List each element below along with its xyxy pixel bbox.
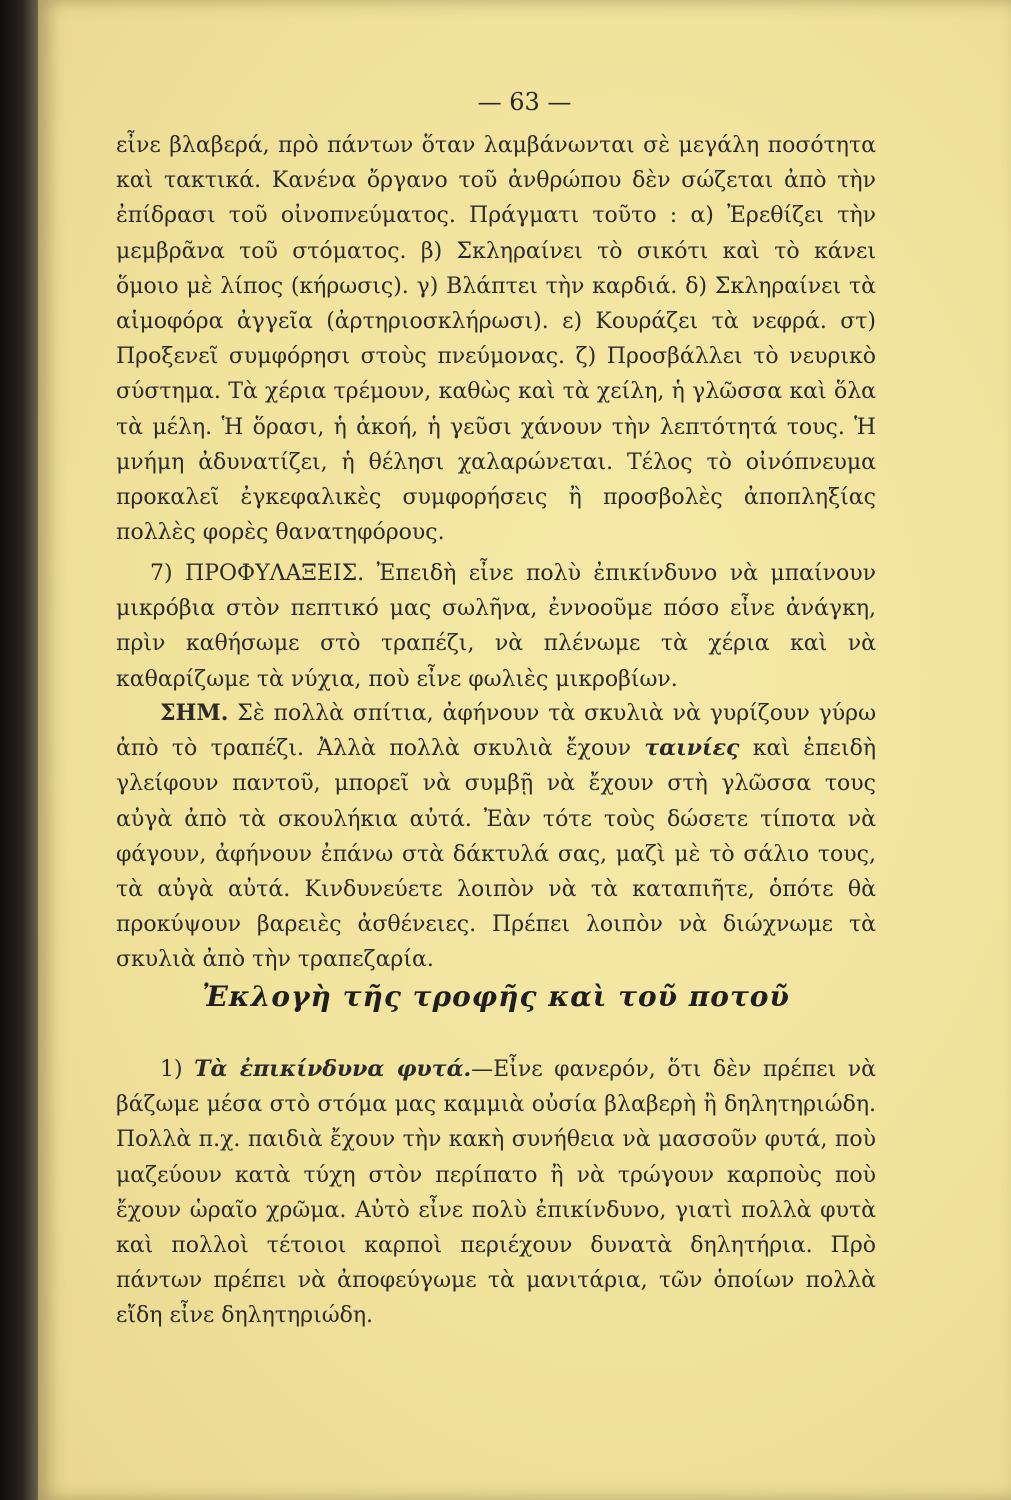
note-text-before: Σὲ πολλὰ σπίτια, ἀφήνουν τὰ σκυλιὰ νὰ γυρίζουν γύρω ἀπὸ τὸ τραπέζι. Ἀλλὰ πολλὰ σκυλιὰ ἔχουν xyxy=(116,701,877,762)
book-page xyxy=(38,0,1011,1500)
book-spine xyxy=(0,0,38,1500)
section-7-number: 7) xyxy=(150,561,173,586)
section-7-text: Ἐπειδὴ εἶνε πολὺ ἐπικίνδυνο νὰ μπαίνουν μικρόβια στὸν πεπτικό μας σωλῆνα, ἐννοοῦμε πόσο εἶνε ἀνάγκη, πρὶν καθήσωμε στὸ τραπέζι, νὰ πλένωμε τὰ χέρια καὶ νὰ καθαρίζωμε τὰ νύχια, ποὺ εἶνε φωλιὲς μικροβίων. xyxy=(116,561,876,692)
note-paragraph xyxy=(116,696,876,978)
section-1-number: 1) xyxy=(160,1057,183,1082)
section-7-title: ΠΡΟΦΥΛΑΞΕΙΣ. xyxy=(185,561,365,586)
note-text-after: καὶ ἐπειδὴ γλείφουν παντοῦ, μπορεῖ νὰ συμβῇ νὰ ἔχουν στὴ γλῶσσα τους αὐγὰ ἀπὸ τὰ σκουλήκια αὐτά. Ἐὰν τότε τοὺς δώσετε τίποτα νὰ φάγουν, ἀφήνουν ἐπάνω στὰ δάκτυλά σας, μαζὶ μὲ τὸ σάλιο τους, τὰ αὐγὰ αὐτά. Κινδυνεύετε λοιπὸν νὰ τὰ καταπιῆτε, ὁπότε θὰ προκύψουν βαρειὲς ἀσθένειες. Πρέπει λοιπὸν νὰ διώχνωμε τὰ σκυλιὰ ἀπὸ τὴν τραπεζαρία. xyxy=(116,736,876,973)
note-emphasis: ταινίες xyxy=(644,735,740,762)
section-heading: Ἐκλογὴ τῆς τροφῆς καὶ τοῦ ποτοῦ xyxy=(202,980,790,1013)
section-7-precautions xyxy=(116,556,876,697)
section-1-text: —Εἶνε φανερόν, ὅτι δὲν πρέπει νὰ βάζωμε μέσα στὸ στόμα μας καμμιὰ οὐσία βλαβερὴ ἢ δηλητηριώδη. Πολλὰ π.χ. παιδιὰ ἔχουν τὴν κακὴ συνήθεια νὰ μασσοῦν φυτά, ποὺ μαζεύουν κατὰ τύχη στὸν περίπατο ἢ νὰ τρώγουν καρποὺς ποὺ ἔχουν ὡραῖο χρῶμα. Αὐτὸ εἶνε πολὺ ἐπικίνδυνο, γιατὶ πολλὰ φυτὰ καὶ πολλοὶ τέτοιοι καρποὶ περιέχουν δυνατὰ δηλητήρια. Πρὸ πάντων πρέπει νὰ ἀποφεύγωμε τὰ μανιτάρια, τῶν ὁποίων πολλὰ εἴδη εἶνε δηλητηριώδη. xyxy=(116,1057,876,1329)
section-1-title: Τὰ ἐπικίνδυνα φυτά. xyxy=(194,1056,472,1082)
paragraph-alcohol-effects: εἶνε βλαβερά, πρὸ πάντων ὅταν λαμβάνωνται σὲ μεγάλη ποσότητα καὶ τακτικά. Κανένα ὄργανο τοῦ ἀνθρώπου δὲν σώζεται ἀπὸ τὴν ἐπίδρασι τοῦ οἰνοπνεύματος. Πράγματι τοῦτο : α) Ἐρεθίζει τὴν μεμβρᾶνα τοῦ στόματος. β) Σκληραίνει τὸ σικότι καὶ τὸ κάνει ὅμοιο μὲ λίπος (κήρωσις). γ) Βλάπτει τὴν καρδιά. δ) Σκληραίνει τὰ αἱμοφόρα ἀγγεῖα (ἀρτηριοσκλήρωσι). ε) Κουράζει τὰ νεφρά. στ) Προξενεῖ συμφόρησι στοὺς πνεύμονας. ζ) Προσβάλλει τὸ νευρικὸ σύστημα. Τὰ χέρια τρέμουν, καθὼς καὶ τὰ χείλη, ἡ γλῶσσα καὶ ὅλα τὰ μέλη. Ἡ ὅρασι, ἡ ἀκοή, ἡ γεῦσι χάνουν τὴν λεπτότητά τους. Ἡ μνήμη ἀδυνατίζει, ἡ θέλησι χαλαρώνεται. Τέλος τὸ οἰνόπνευμα προκαλεῖ ἐγκεφαλικὲς συμφορήσεις ἢ προσβολὲς ἀποπληξίας πολλὲς φορὲς θανατηφόρους. xyxy=(116,133,876,546)
section-1-dangerous-plants xyxy=(116,1052,876,1334)
note-label: ΣΗΜ. xyxy=(160,700,229,726)
page-number: — 63 — xyxy=(477,88,572,116)
